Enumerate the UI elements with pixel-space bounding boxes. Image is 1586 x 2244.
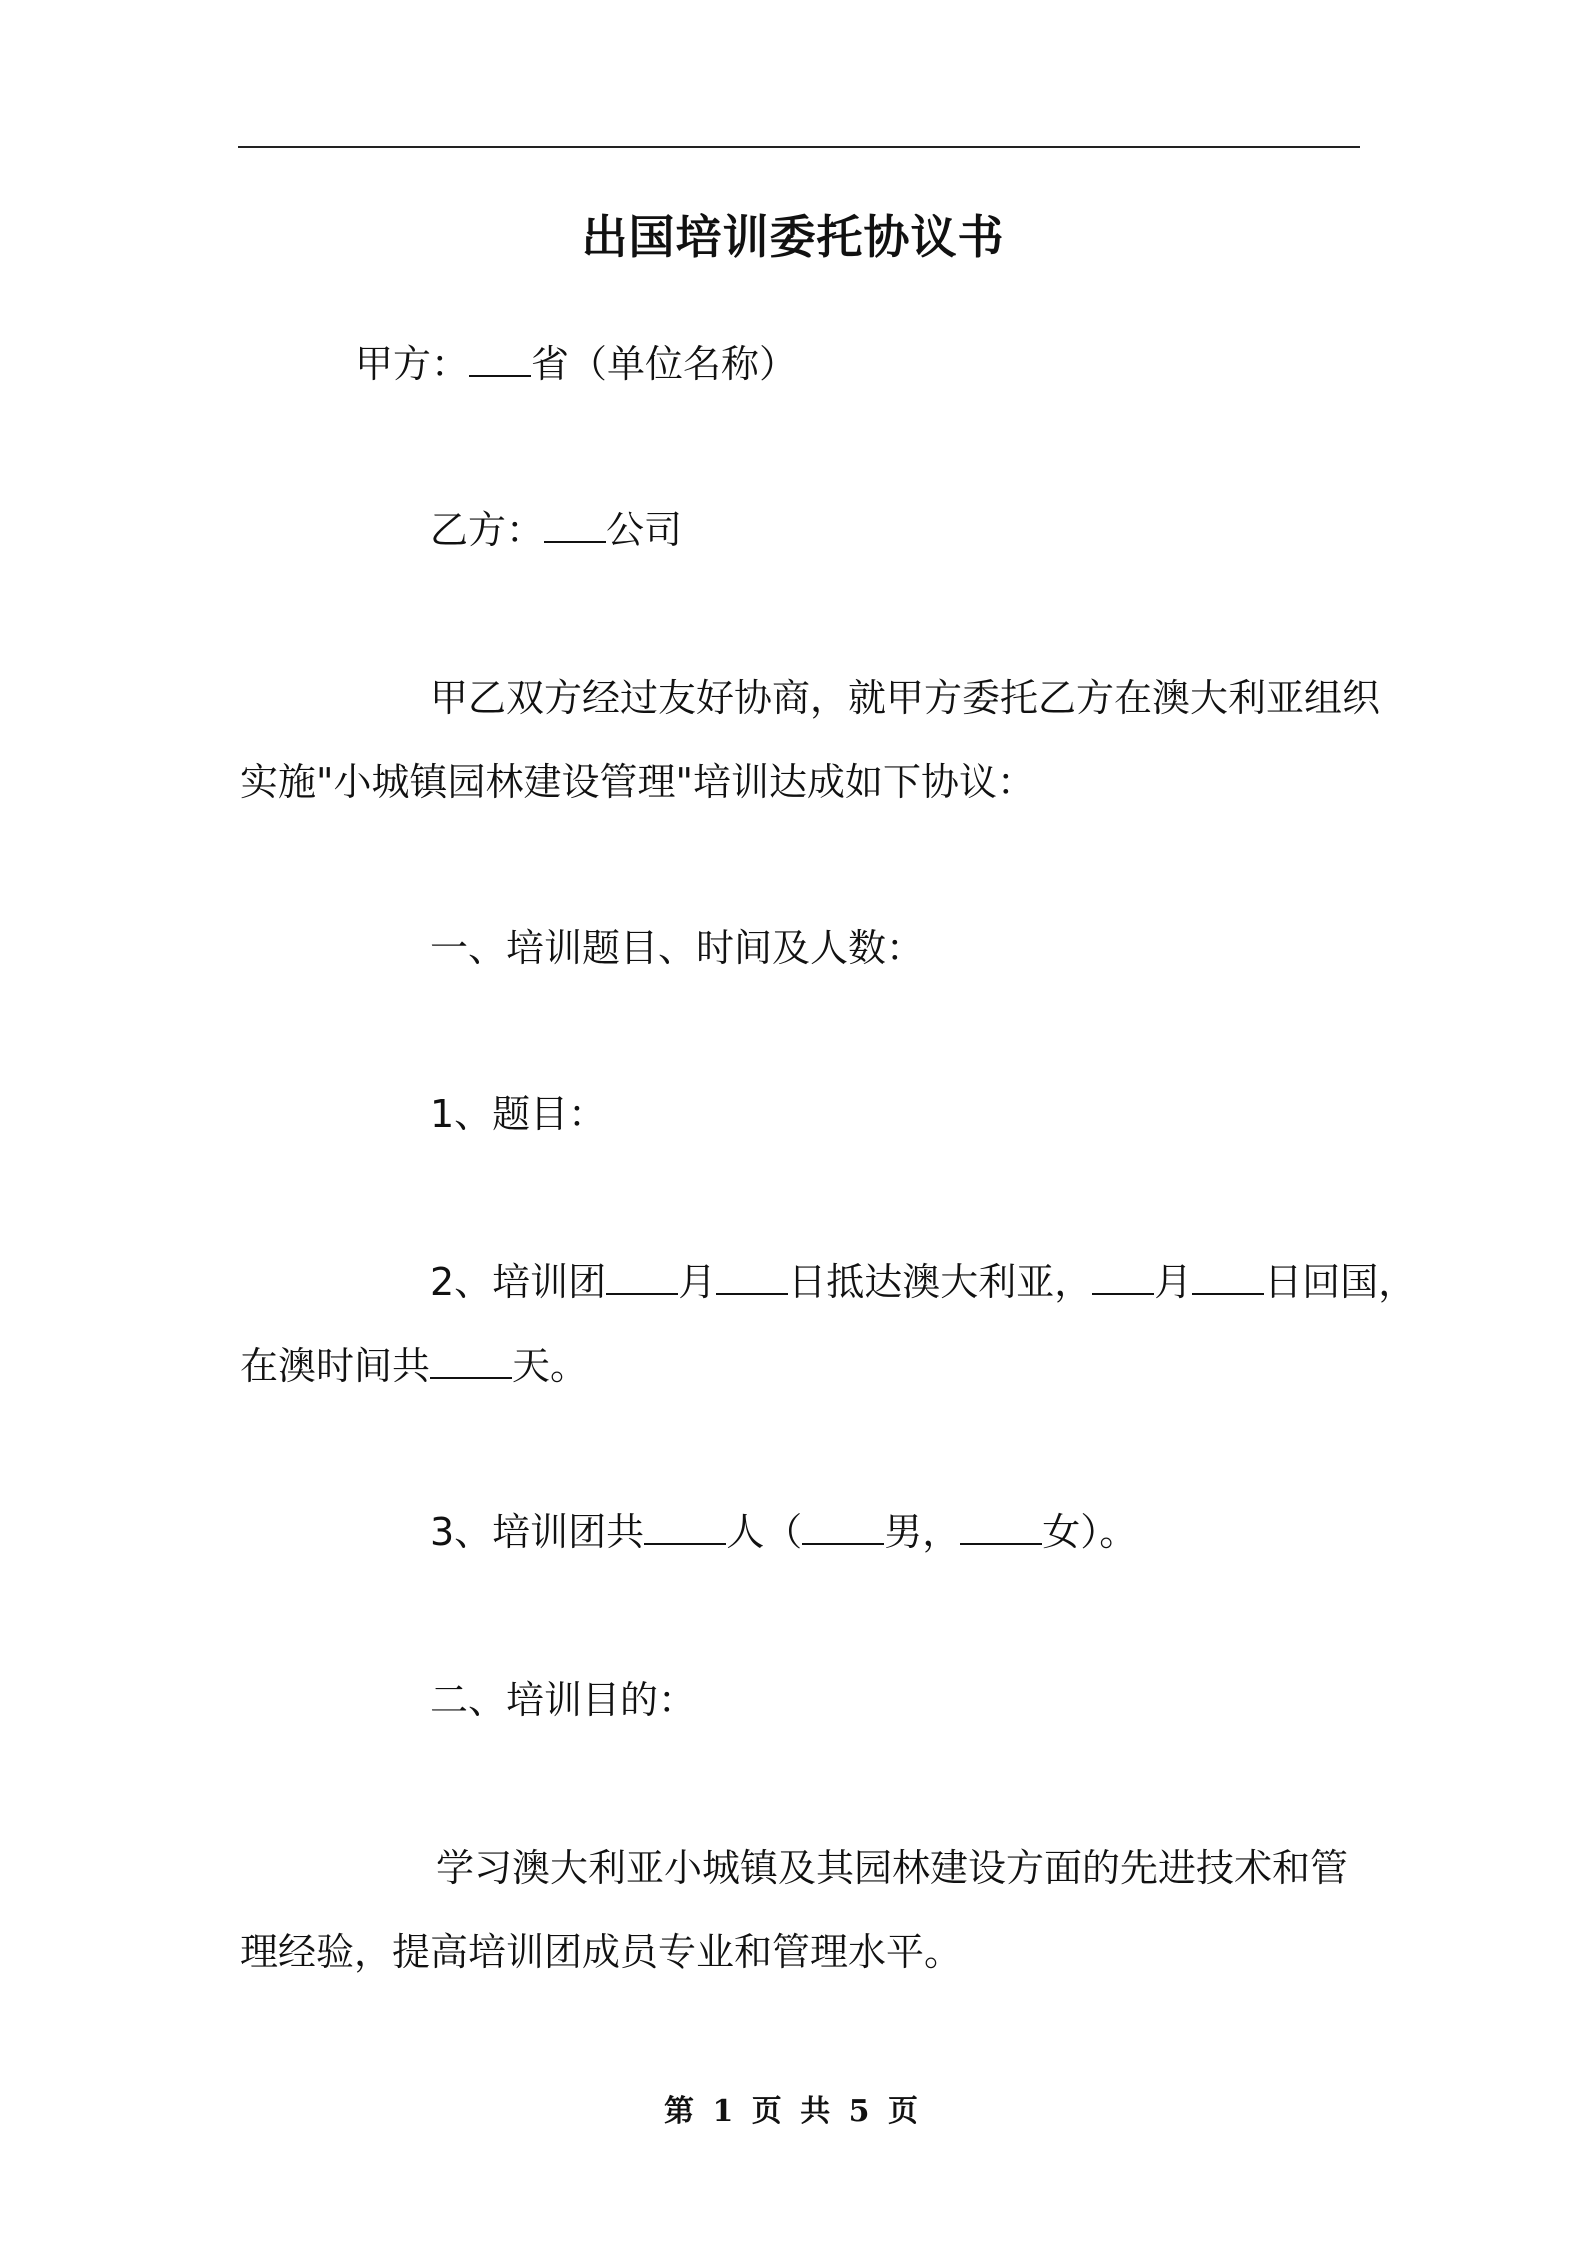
item-3-part-3: 男，: [884, 1510, 961, 1554]
item-3-headcount: [240, 1490, 1370, 1574]
return-day-blank: [1192, 1263, 1264, 1295]
item-2-schedule: [240, 1240, 1417, 1408]
item-2-part-7: 天。: [512, 1344, 589, 1388]
item-2-part-6: 在澳时间共: [240, 1344, 431, 1388]
document-title: 出国培训委托协议书: [581, 210, 1005, 264]
party-a-line: [240, 322, 1370, 406]
female-count-blank: [960, 1513, 1042, 1545]
party-a-label: 甲方：: [355, 342, 470, 386]
section-2-body: [240, 1826, 1370, 1994]
party-b-suffix: 公司: [606, 508, 683, 552]
page-number: 第 1 页 共 5 页: [664, 2094, 922, 2129]
male-count-blank: [802, 1513, 884, 1545]
item-2-part-4: 月: [1154, 1260, 1193, 1304]
item-2-part-5: 日回国，: [1264, 1260, 1417, 1304]
header-rule: [238, 146, 1360, 148]
item-2-part-1: 2、培训团: [430, 1260, 607, 1304]
intro-paragraph: [240, 656, 1381, 824]
item-1-title: 1、题目：: [430, 1092, 607, 1136]
section-2-body-line-1: 学习澳大利亚小城镇及其园林建设方面的先进技术和管: [436, 1846, 1349, 1890]
intro-line-2: 实施"小城镇园林建设管理"培训达成如下协议：: [240, 760, 1035, 804]
party-a-suffix: 省（单位名称）: [531, 342, 798, 386]
arrive-day-blank: [716, 1263, 788, 1295]
section-2-body-line-2: 理经验，提高培训团成员专业和管理水平。: [240, 1930, 963, 1974]
item-3-part-2: 人（: [726, 1510, 803, 1554]
item-2-line-1: [240, 1240, 1417, 1324]
return-month-blank: [1092, 1263, 1154, 1295]
item-2-part-3: 日抵达澳大利亚，: [788, 1260, 1093, 1304]
party-a-blank: [469, 345, 531, 377]
item-2-part-2: 月: [678, 1260, 717, 1304]
item-3-part-1: 3、培训团共: [430, 1510, 645, 1554]
item-3-part-4: 女）。: [1042, 1510, 1138, 1554]
section-2-heading: 二、培训目的：: [430, 1678, 697, 1722]
total-people-blank: [644, 1513, 726, 1545]
intro-line-1: 甲乙双方经过友好协商，就甲方委托乙方在澳大利亚组织: [430, 676, 1381, 720]
party-b-label: 乙方：: [430, 508, 545, 552]
arrive-month-blank: [606, 1263, 678, 1295]
section-1-heading: 一、培训题目、时间及人数：: [430, 926, 925, 970]
party-b-blank: [544, 511, 606, 543]
party-b-line: [240, 488, 1370, 572]
days-blank: [430, 1347, 512, 1379]
item-2-line-2: [240, 1324, 1370, 1408]
